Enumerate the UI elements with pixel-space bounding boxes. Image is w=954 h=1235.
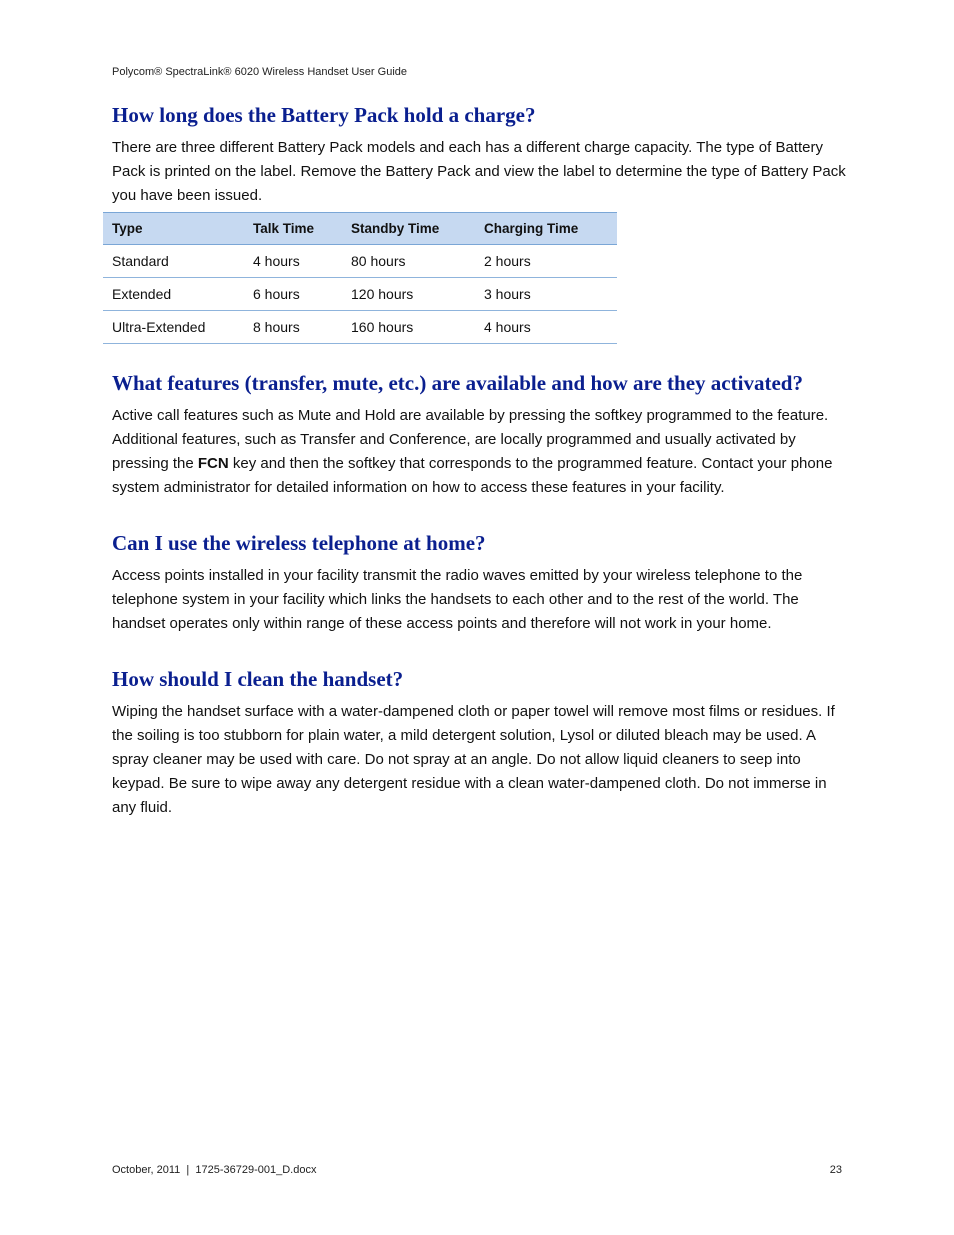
table-row <box>103 311 617 344</box>
footer-doc-info: October, 2011 | 1725-36729-001_D.docx <box>112 1164 317 1176</box>
battery-table <box>103 212 617 344</box>
cell-talk-time: 4 hours <box>244 245 342 278</box>
paragraph-features-text-1: Active call features such as Mute and Hold are available by pressing the softkey programmed to the feature. Additional features, such as Transfer and Conference, are locally programmed and usually activated by pressing the <box>112 407 829 472</box>
fcn-key-label: FCN <box>197 455 229 472</box>
page-content <box>112 100 847 820</box>
column-header-charging-time: Charging Time <box>475 213 617 245</box>
table-row <box>103 278 617 311</box>
cell-type: Extended <box>103 278 244 311</box>
cell-talk-time: 8 hours <box>244 311 342 344</box>
cell-type: Standard <box>103 245 244 278</box>
table-row <box>103 245 617 278</box>
column-header-standby-time: Standby Time <box>342 213 475 245</box>
section-home-use <box>112 528 847 636</box>
cell-standby-time: 160 hours <box>342 311 475 344</box>
paragraph-features-text-2: key and then the softkey that corresponds to the programmed feature. Contact your phone system administrator for detailed information on how to access these features in your facility. <box>112 455 833 496</box>
section-battery-charge <box>112 100 847 344</box>
paragraph-features <box>112 404 847 500</box>
cell-charging-time: 3 hours <box>475 278 617 311</box>
cell-charging-time: 2 hours <box>475 245 617 278</box>
heading-home-use: Can I use the wireless telephone at home? <box>112 531 486 555</box>
cell-talk-time: 6 hours <box>244 278 342 311</box>
battery-table-header-row <box>103 213 617 245</box>
page-number: 23 <box>829 1164 842 1176</box>
cell-type: Ultra-Extended <box>103 311 244 344</box>
column-header-type: Type <box>103 213 244 245</box>
paragraph-cleaning: Wiping the handset surface with a water-dampened cloth or paper towel will remove most films or residues. If the soiling is too stubborn for plain water, a mild detergent solution, Lysol or diluted bleach may be used. A spray cleaner may be used with care. Do not spray at an angle. Do not allow liquid cleaners to seep into keypad. Be sure to wipe away any detergent residue with a clean water-dampened cloth. Do not immerse in any fluid. <box>112 703 835 816</box>
paragraph-home-use: Access points installed in your facility transmit the radio waves emitted by your wireless telephone to the telephone system in your facility which links the handsets to each other and to the rest of the world. The handset operates only within range of these access points and therefore will not work in your home. <box>112 567 803 632</box>
heading-battery-charge: How long does the Battery Pack hold a charge? <box>112 103 536 127</box>
page-footer <box>112 1164 842 1176</box>
cell-standby-time: 120 hours <box>342 278 475 311</box>
heading-cleaning: How should I clean the handset? <box>112 667 404 691</box>
cell-standby-time: 80 hours <box>342 245 475 278</box>
column-header-talk-time: Talk Time <box>244 213 342 245</box>
paragraph-battery-charge: There are three different Battery Pack models and each has a different charge capacity. The type of Battery Pack is printed on the label. Remove the Battery Pack and view the label to determine the type of Battery Pack you have been issued. <box>112 139 846 204</box>
heading-features: What features (transfer, mute, etc.) are available and how are they activated? <box>112 371 803 395</box>
section-cleaning <box>112 664 847 820</box>
running-header: Polycom® SpectraLink® 6020 Wireless Handset User Guide <box>112 66 408 78</box>
section-features <box>112 368 847 500</box>
cell-charging-time: 4 hours <box>475 311 617 344</box>
